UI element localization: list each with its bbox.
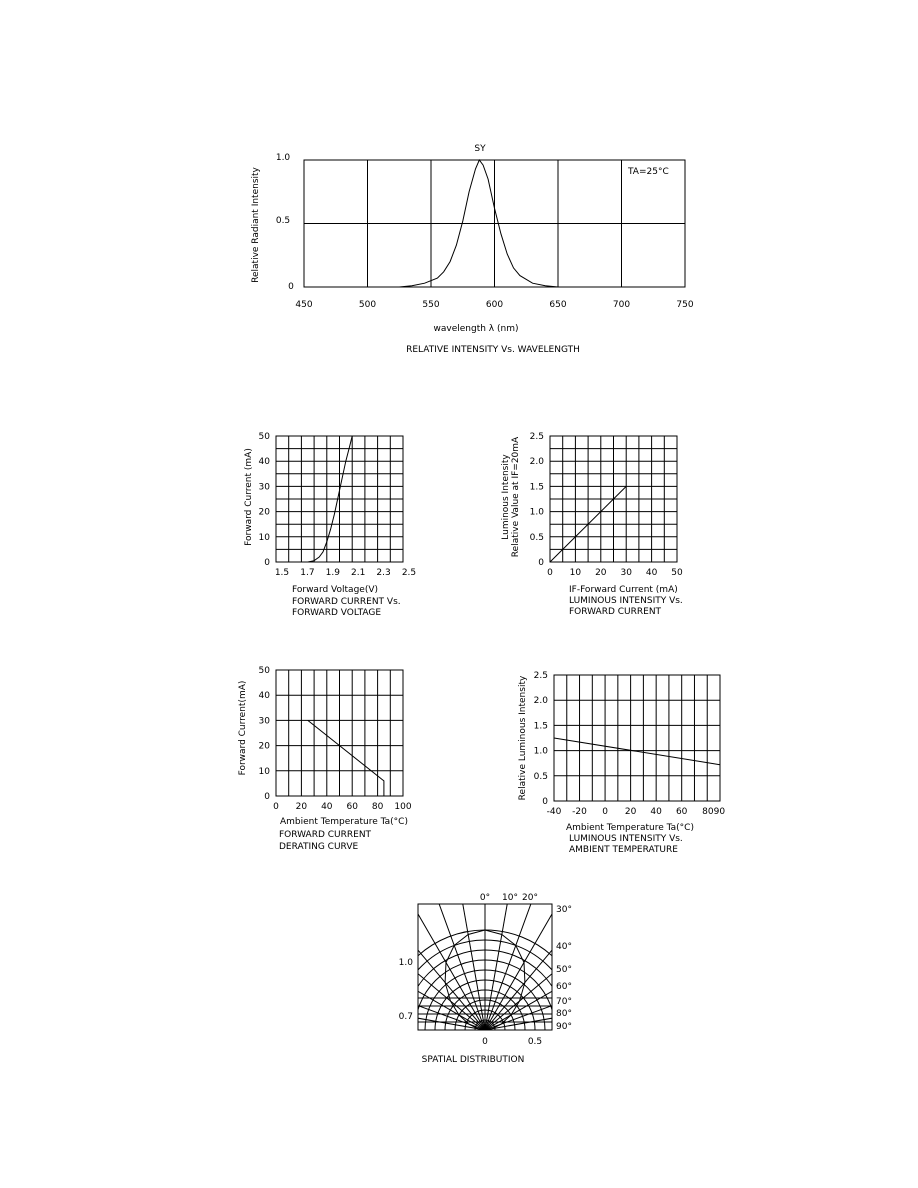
spectrum-x-tick: 550 xyxy=(422,300,440,310)
temp-y-tick: 0.5 xyxy=(533,771,548,782)
temp-y-tick: 1.5 xyxy=(533,721,548,732)
li-x-tick: 40 xyxy=(645,568,658,578)
spatial-angle-label: 10° xyxy=(502,893,518,903)
derating-caption-line2: DERATING CURVE xyxy=(279,842,359,852)
li-chart xyxy=(501,432,683,617)
temp-frame xyxy=(554,675,720,801)
derating-y-tick: 30 xyxy=(258,716,270,727)
derating-x-tick: 40 xyxy=(321,802,333,812)
spatial-caption: SPATIAL DISTRIBUTION xyxy=(421,1055,525,1065)
li-y-tick: 0 xyxy=(538,558,544,568)
iv-y-tick: 50 xyxy=(258,432,270,442)
spatial-bottom-label: 0 xyxy=(482,1037,488,1047)
temp-y-tick: 2.0 xyxy=(533,696,548,707)
temp-caption-line2: AMBIENT TEMPERATURE xyxy=(569,845,678,855)
temp-x-tick: 40 xyxy=(650,807,662,817)
derating-chart xyxy=(238,666,412,852)
spectrum-chart xyxy=(251,144,694,355)
temp-x-tick: 8090 xyxy=(702,807,726,817)
spatial-angle-label: 50° xyxy=(556,965,572,975)
spatial-chart xyxy=(285,830,685,1130)
li-x-tick: 0 xyxy=(547,568,553,578)
spectrum-x-tick: 450 xyxy=(295,300,313,310)
temp-x-tick: -20 xyxy=(572,807,587,817)
temp-xlabel: Ambient Temperature Ta(°C) xyxy=(566,823,694,833)
spatial-angle-label: 40° xyxy=(556,942,572,952)
spatial-angle-label: 60° xyxy=(556,982,572,992)
derating-x-tick: 80 xyxy=(371,802,384,812)
li-x-tick: 30 xyxy=(620,568,632,578)
spectrum-series-label: SY xyxy=(474,144,486,154)
li-xlabel: IF-Forward Current (mA) xyxy=(569,585,678,595)
spatial-angle-label: 20° xyxy=(522,893,538,903)
iv-caption-line2: FORWARD VOLTAGE xyxy=(292,608,382,618)
spectrum-ylabel: Relative Radiant Intensity xyxy=(251,167,261,283)
temp-y-tick: 0 xyxy=(542,797,548,807)
iv-chart xyxy=(244,432,416,618)
spatial-angle-label: 70° xyxy=(556,997,572,1007)
spectrum-y-tick: 1.0 xyxy=(275,153,291,163)
temp-x-tick: 60 xyxy=(675,807,688,817)
spatial-angle-label: 30° xyxy=(556,905,572,915)
spatial-bottom-label: 0.5 xyxy=(527,1037,543,1047)
temp-y-tick: 2.5 xyxy=(533,671,548,681)
li-y-tick: 2.5 xyxy=(529,432,544,442)
iv-x-tick: 1.9 xyxy=(325,568,340,578)
iv-ylabel: Forward Current (mA) xyxy=(244,448,254,546)
spatial-left-label: 1.0 xyxy=(398,958,413,968)
li-x-tick: 10 xyxy=(569,568,582,578)
spectrum-annotation: TA=25°C xyxy=(628,167,669,177)
iv-x-tick: 2.3 xyxy=(376,568,391,578)
spectrum-x-tick: 600 xyxy=(485,300,504,310)
derating-y-tick: 20 xyxy=(258,741,270,752)
temp-caption-line1: LUMINOUS INTENSITY Vs. xyxy=(569,834,683,844)
temp-series-line xyxy=(554,738,720,765)
derating-series-line xyxy=(308,720,384,796)
iv-x-tick: 2.5 xyxy=(401,568,417,578)
li-x-tick: 50 xyxy=(671,568,683,578)
iv-caption-line1: FORWARD CURRENT Vs. xyxy=(292,597,401,607)
derating-caption-line1: FORWARD CURRENT xyxy=(279,830,372,840)
spectrum-xlabel: wavelength λ (nm) xyxy=(433,324,519,334)
iv-x-tick: 2.1 xyxy=(351,568,366,578)
spatial-angle-label: 0° xyxy=(479,893,491,903)
derating-y-tick: 50 xyxy=(258,666,270,676)
li-y-tick: 2.0 xyxy=(529,457,544,468)
temp-y-tick: 1.0 xyxy=(533,746,548,757)
li-y-tick: 1.0 xyxy=(529,507,544,518)
derating-x-tick: 0 xyxy=(273,802,279,812)
li-y-tick: 0.5 xyxy=(529,532,544,543)
derating-x-tick: 60 xyxy=(346,802,358,812)
temp-chart xyxy=(518,671,725,855)
iv-x-tick: 1.7 xyxy=(300,568,315,578)
spectrum-y-tick: 0 xyxy=(288,282,294,292)
derating-x-tick: 20 xyxy=(295,802,308,812)
derating-xlabel: Ambient Temperature Ta(°C) xyxy=(280,817,408,827)
iv-y-tick: 0 xyxy=(264,558,270,568)
li-x-tick: 20 xyxy=(595,568,607,578)
spatial-angle-label: 90° xyxy=(556,1022,572,1032)
temp-ylabel: Relative Luminous Intensity xyxy=(518,675,528,801)
spectrum-x-tick: 650 xyxy=(549,300,567,310)
iv-x-tick: 1.5 xyxy=(274,568,290,578)
spectrum-x-tick: 750 xyxy=(676,300,694,310)
derating-y-tick: 40 xyxy=(258,691,270,702)
li-y-tick: 1.5 xyxy=(529,482,544,493)
derating-y-tick: 10 xyxy=(258,766,270,777)
iv-y-tick: 30 xyxy=(258,482,270,493)
temp-x-tick: 0 xyxy=(602,807,608,817)
li-ylabel-line2: Relative Value at IF=20mA xyxy=(511,436,521,558)
li-ylabel-line1: Luminous Intensity xyxy=(501,454,511,540)
temp-x-tick: -40 xyxy=(546,807,562,817)
derating-x-tick: 100 xyxy=(394,802,412,812)
derating-ylabel: Forward Current(mA) xyxy=(238,680,248,776)
spectrum-caption: RELATIVE INTENSITY Vs. WAVELENGTH xyxy=(406,345,580,355)
spectrum-x-tick: 700 xyxy=(612,300,631,310)
li-caption-line1: LUMINOUS INTENSITY Vs. xyxy=(569,596,683,606)
derating-y-tick: 0 xyxy=(264,792,270,802)
temp-x-tick: 20 xyxy=(624,807,637,817)
iv-y-tick: 40 xyxy=(258,457,270,468)
spatial-left-label: 0.7 xyxy=(398,1012,413,1022)
spectrum-x-tick: 500 xyxy=(358,300,377,310)
iv-y-tick: 20 xyxy=(258,507,270,518)
iv-y-tick: 10 xyxy=(258,532,270,543)
spectrum-y-tick: 0.5 xyxy=(275,216,291,226)
iv-xlabel: Forward Voltage(V) xyxy=(292,585,378,595)
li-caption-line2: FORWARD CURRENT xyxy=(569,607,662,617)
spatial-angle-label: 80° xyxy=(556,1009,572,1019)
